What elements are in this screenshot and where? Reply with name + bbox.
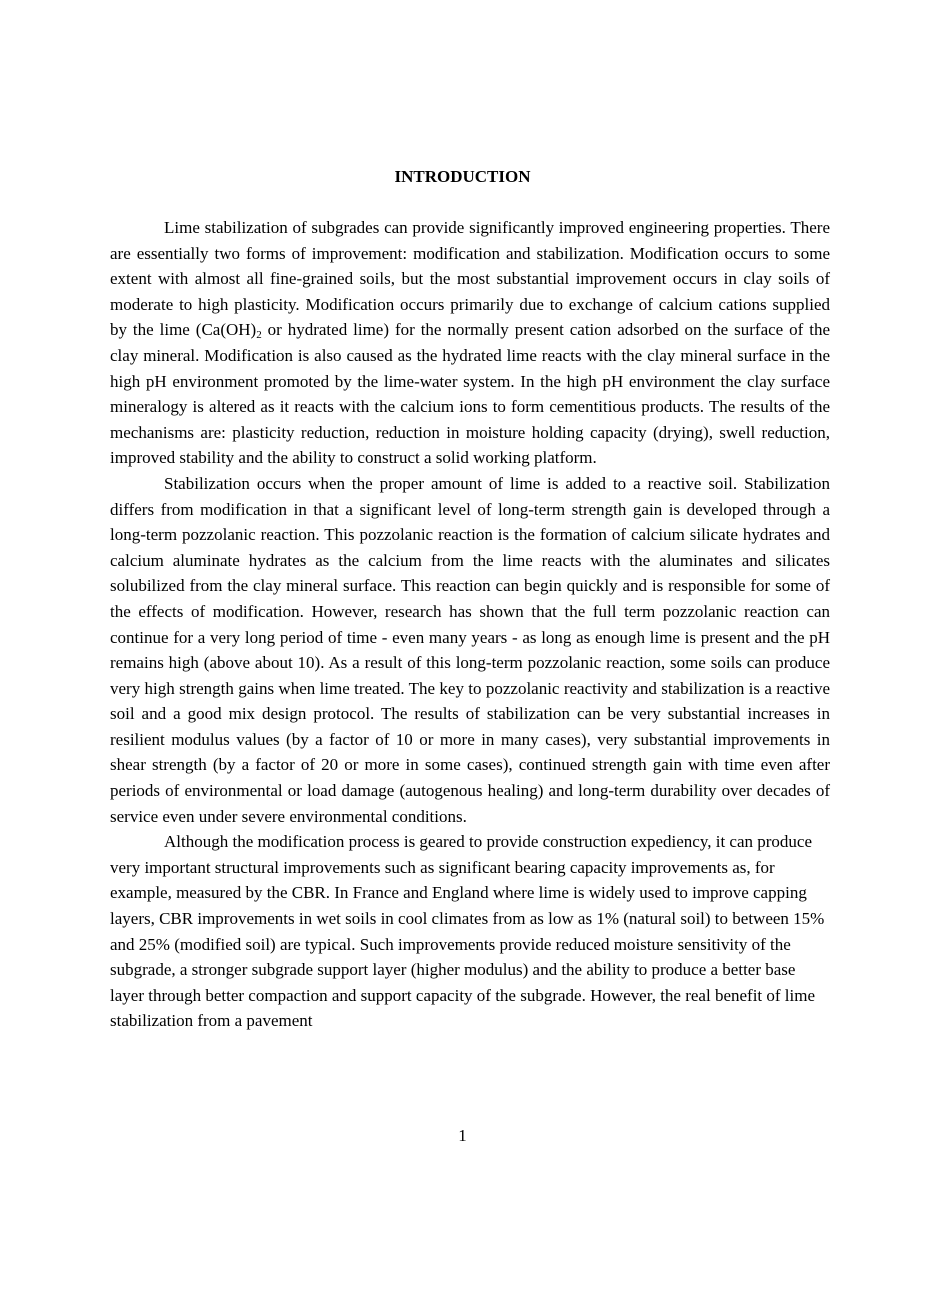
paragraph-text: Lime stabilization of subgrades can provide significantly improved engineering properties. There are essentially two forms of improvement: modification and stabilization. Modification occurs to some extent with almost all fine-grained soils, but the most substantial improvement occurs in clay soils of moderate to high plasticity. Modification occurs primarily due to exchange of calcium cations supplied by the lime (Ca(OH) (110, 218, 830, 340)
body-text (110, 215, 830, 1034)
section-heading: INTRODUCTION (394, 167, 531, 186)
paragraph-text: or hydrated lime) for the normally present cation adsorbed on the surface of the clay mineral. Modification is also caused as the hydrated lime reacts with the clay mineral surface in the high pH environment promoted by the lime-water system. In the high pH environment the clay surface mineralogy is altered as it reacts with the calcium ions to form cementitious products. The results of the mechanisms are: plasticity reduction, reduction in moisture holding capacity (drying), swell reduction, improved stability and the ability to construct a solid working platform. (110, 320, 830, 468)
page-number: 1 (458, 1126, 467, 1145)
paragraph-stabilization: Stabilization occurs when the proper amount of lime is added to a reactive soil. Stabilization differs from modification in that a significant level of long-term strength gain is developed through a long-term pozzolanic reaction. This pozzolanic reaction is the formation of calcium silicate hydrates and calcium aluminate hydrates as the calcium from the lime reacts with the aluminates and silicates solubilized from the clay mineral surface. This reaction can begin quickly and is responsible for some of the effects of modification. However, research has shown that the full term pozzolanic reaction can continue for a very long period of time - even many years - as long as enough lime is present and the pH remains high (above about 10). As a result of this long-term pozzolanic reaction, some soils can produce very high strength gains when lime treated. The key to pozzolanic reactivity and stabilization is a reactive soil and a good mix design protocol. The results of stabilization can be very substantial increases in resilient modulus values (by a factor of 10 or more in many cases), very substantial improvements in shear strength (by a factor of 20 or more in some cases), continued strength gain with time even after periods of environmental or load damage (autogenous healing) and long-term durability over decades of service even under severe environmental conditions. (110, 473, 830, 826)
subscript: 2 (256, 329, 262, 342)
paragraph-modification (110, 215, 830, 471)
paragraph-structural-improvements: Although the modification process is geared to provide construction expediency, it can produce very important structural improvements such as significant bearing capacity improvements as, for example, measured by the CBR. In France and England where lime is widely used to improve capping layers, CBR improvements in wet soils in cool climates from as low as 1% (natural soil) to between 15% and 25% (modified soil) are typical. Such improvements provide reduced moisture sensitivity of the subgrade, a stronger subgrade support layer (higher modulus) and the ability to produce a better base layer through better compaction and support capacity of the subgrade. However, the real benefit of lime stabilization from a pavement (110, 832, 825, 1031)
